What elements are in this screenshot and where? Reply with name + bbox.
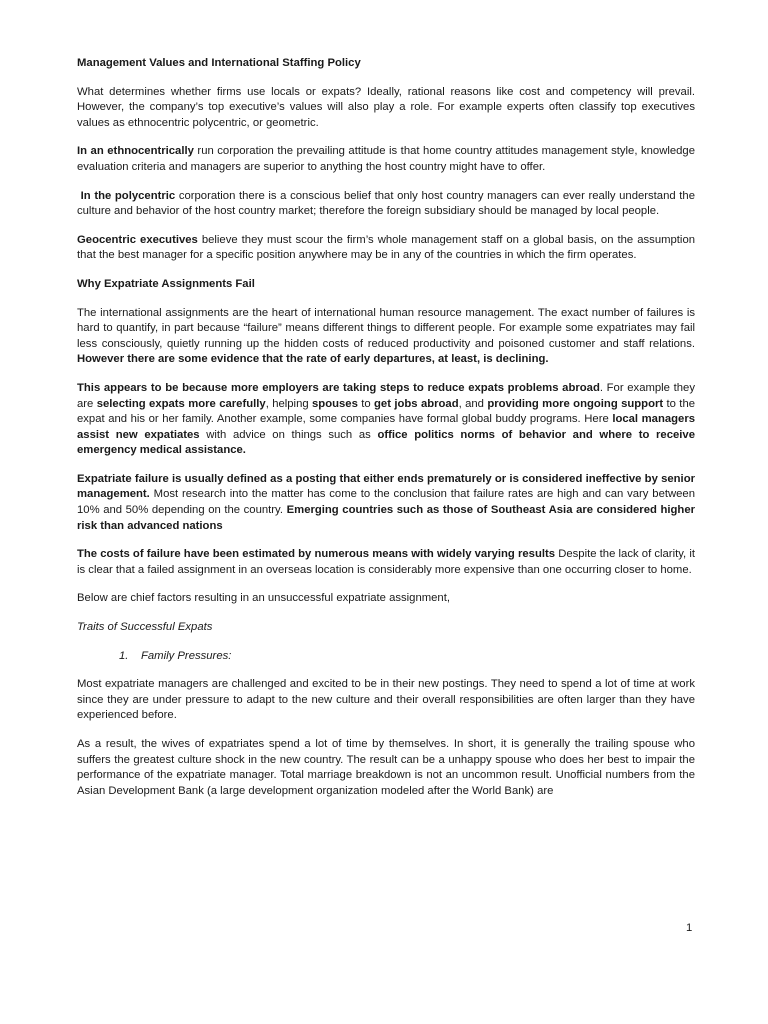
text-segment: with advice on things such as <box>199 428 378 441</box>
bold-failure-definition: Expatriate failure is usually defined as a posting that either ends prematurely or is considered ineffective by senior management. <box>77 472 695 501</box>
page-number: 1 <box>686 922 693 934</box>
paragraph-employers <box>77 381 695 459</box>
list-number: 1. <box>119 649 129 662</box>
list-item-family-pressures <box>77 649 695 665</box>
bold-emerging-countries: Emerging countries such as those of Southeast Asia are considered higher risk than advanced nations <box>77 504 695 532</box>
text-segment: to the expat and his or her family. Another example, some companies have formal global buddy programs. Here <box>77 397 696 426</box>
bold-selecting-expats: selecting expats more carefully <box>96 397 266 410</box>
bold-costs-of-failure: The costs of failure have been estimated by numerous means with widely varying results <box>77 548 556 561</box>
paragraph-assignments-bold: However there are some evidence that the rate of early departures, at least, is declining. <box>77 353 549 366</box>
text-segment: , and <box>458 397 488 410</box>
heading-traits: Traits of Successful Expats <box>77 621 213 634</box>
document-title: Management Values and International Staffing Policy <box>77 57 361 69</box>
list-item-label: Family Pressures: <box>141 649 232 662</box>
paragraph-polycentric <box>77 189 695 220</box>
paragraph-chief-factors: Below are chief factors resulting in an unsuccessful expatriate assignment, <box>77 592 450 605</box>
section-heading-expatriate-fail: Why Expatriate Assignments Fail <box>77 277 255 290</box>
paragraph-geocentric-text: believe they must scour the firm’s whole management staff on a global basis, on the assumption that the best manager for a specific position anywhere may be in any of the countries in which the firm operates. <box>77 233 696 262</box>
term-polycentric: In the polycentric <box>80 189 176 202</box>
paragraph-failure-text: Most research into the matter has come to the conclusion that failure rates are high and can vary between 10% and 50% depending on the country. <box>77 488 695 517</box>
bold-ongoing-support: providing more ongoing support <box>487 397 664 410</box>
paragraph-ethnocentric <box>77 144 695 175</box>
paragraph-assignments <box>77 306 695 368</box>
document-body <box>77 56 695 812</box>
paragraph-intro: What determines whether firms use locals or expats? Ideally, rational reasons like cost and competency will prevail. However, the company’s top executive’s values will also play a role. For example experts often classify top executives values as ethnocentric polycentric, or geometric. <box>77 85 695 129</box>
paragraph-polycentric-text: corporation there is a conscious belief that only host country managers can ever really understand the culture and behavior of the host country market; therefore the foreign subsidiary should be managed by local people. <box>77 189 695 218</box>
term-ethnocentric: In an ethnocentrically <box>77 145 194 158</box>
text-segment: . For example they are <box>77 381 695 410</box>
bold-employers-steps: This appears to be because more employers are taking steps to reduce expats problems abroad <box>77 381 600 394</box>
bold-jobs-abroad: get jobs abroad <box>374 397 459 410</box>
paragraph-geocentric <box>77 233 695 264</box>
paragraph-ethnocentric-text: run corporation the prevailing attitude is that home country attitudes management style, knowledge evaluation criteria and managers are superior to anything the host country might have to offer. <box>77 145 695 173</box>
bold-spouses: spouses <box>312 397 358 410</box>
term-geocentric: Geocentric executives <box>77 233 198 246</box>
text-segment: , helping <box>265 397 313 410</box>
paragraph-expatriate-managers: Most expatriate managers are challenged and excited to be in their new postings. They need to spend a lot of time at work since they are under pressure to adapt to the new culture and their overall responsibilities are often larger than they have experienced before. <box>77 678 695 722</box>
paragraph-wives: As a result, the wives of expatriates spend a lot of time by themselves. In short, it is generally the trailing spouse who suffers the greatest culture shock in the new country. The result can be a unhappy spouse who does her best to impair the performance of the expatriate manager. Total marriage breakdown is not an uncommon result. Unofficial numbers from the Asian Development Bank (a large development organization modeled after the World Bank) are <box>77 738 695 797</box>
bold-local-managers: local managers assist new expatiates <box>77 413 695 441</box>
paragraph-costs <box>77 547 695 578</box>
paragraph-costs-text: Despite the lack of clarity, it is clear that a failed assignment in an overseas location is considerably more expensive than one occurring closer to home. <box>77 548 695 576</box>
paragraph-assignments-text: The international assignments are the heart of international human resource management. The exact number of failures is hard to quantify, in part because “failure” means different things to different people. For example some expatriates may fail less consciously, quietly running up the hidden costs of reduced productivity and poisoned customer and staff relations. <box>77 306 695 350</box>
text-segment: to <box>357 397 375 410</box>
paragraph-failure-definition <box>77 472 695 534</box>
bold-office-politics: office politics norms of behavior and where to receive emergency medical assistance. <box>77 428 695 457</box>
